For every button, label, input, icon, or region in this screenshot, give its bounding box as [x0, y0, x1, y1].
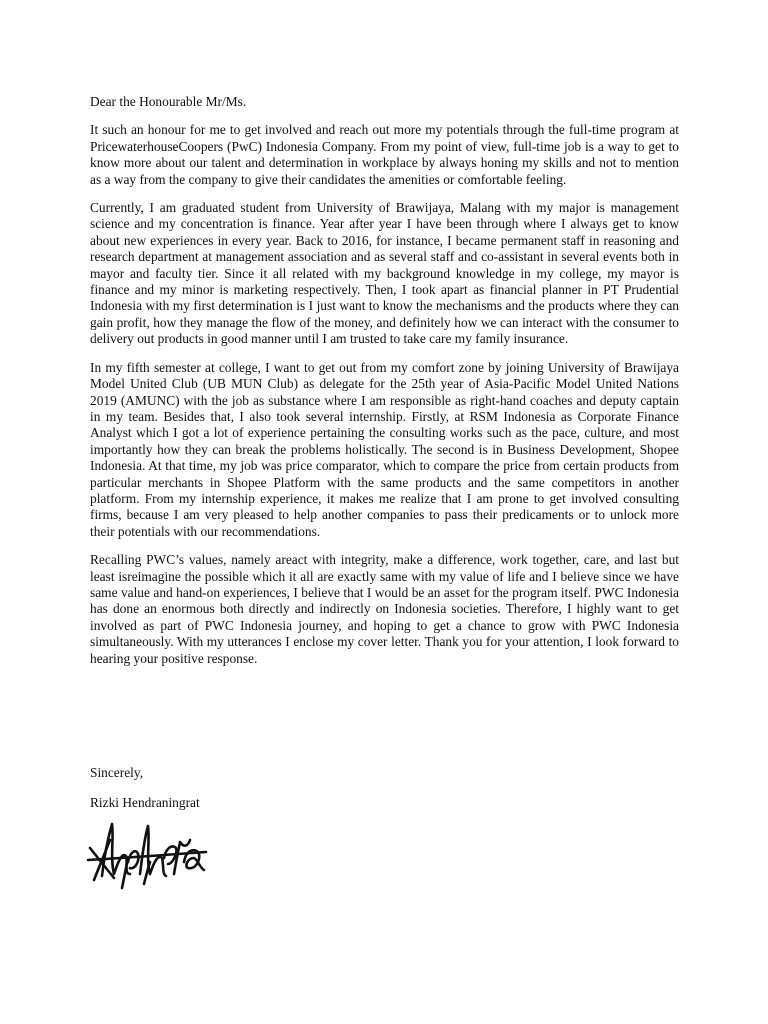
- signature-icon: [84, 818, 214, 900]
- closing: Sincerely,: [90, 765, 144, 780]
- salutation: Dear the Honourable Mr/Ms.: [90, 94, 247, 109]
- paragraph-values: Recalling PWC’s values, namely areact with integrity, make a difference, work together, care, and last but least isreimagine the possible which it all are exactly same with my value of life and I believe since we have same value and hand-on experiences, I believe that I would be an asset for the program itself. PWC Indonesia has done an enormous both directly and indirectly on Indonesia societies. Therefore, I highly want to get involved as part of PWC Indonesia journey, and hoping to get a chance to grow with PWC Indonesia simultaneously. With my utterances I enclose my cover letter. Thank you for your attention, I look forward to hearing your positive response.: [90, 552, 679, 666]
- paragraph-experience: In my fifth semester at college, I want to get out from my comfort zone by joining University of Brawijaya Model United Club (UB MUN Club) as delegate for the 25th year of Asia-Pacific Model United Nations 2019 (AMUNC) with the job as substance where I am responsible as right-hand coaches and deputy captain in my team. Besides that, I also took several internship. Firstly, at RSM Indonesia as Corporate Finance Analyst which I got a lot of experience pertaining the consulting works such as the pace, culture, and most importantly how they can break the problems holistically. The second is in Business Development, Shopee Indonesia. At that time, my job was price comparator, which to compare the price from certain products from particular merchants in Shopee Platform with the same products and the same competitors in another platform. From my internship experience, it makes me realize that I am prone to get involved consulting firms, because I am very pleased to help another companies to pass their predicaments or to unlock more their potentials with our recommendations.: [90, 359, 679, 539]
- paragraph-intro: It such an honour for me to get involved and reach out more my potentials through the full-time program at PricewaterhouseCoopers (PwC) Indonesia Company. From my point of view, full-time job is a way to get to know more about our talent and determination in workplace by always honing my skills and not to mention as a way from the company to give their candidates the amenities or comfortable feeling.: [90, 122, 679, 187]
- letter-body: [90, 94, 679, 679]
- signer-name: Rizki Hendraningrat: [90, 795, 200, 810]
- paragraph-education: Currently, I am graduated student from University of Brawijaya, Malang with my major is management science and my concentration is finance. Year after year I have been through where I always get to know about new experiences in every year. Back to 2016, for instance, I became permanent staff in reasoning and research department at management association and as several staff and co-assistant in several events both in mayor and faculty tier. Since it all related with my background knowledge in my college, my mayor is finance and my minor is marketing respectively. Then, I took apart as financial planner in PT Prudential Indonesia with my first determination is I just want to know the mechanisms and the products where they can gain profit, how they manage the flow of the money, and definitely how we can interact with the consumer to delivery out products in good manner until I am trusted to take care my family insurance.: [90, 200, 679, 347]
